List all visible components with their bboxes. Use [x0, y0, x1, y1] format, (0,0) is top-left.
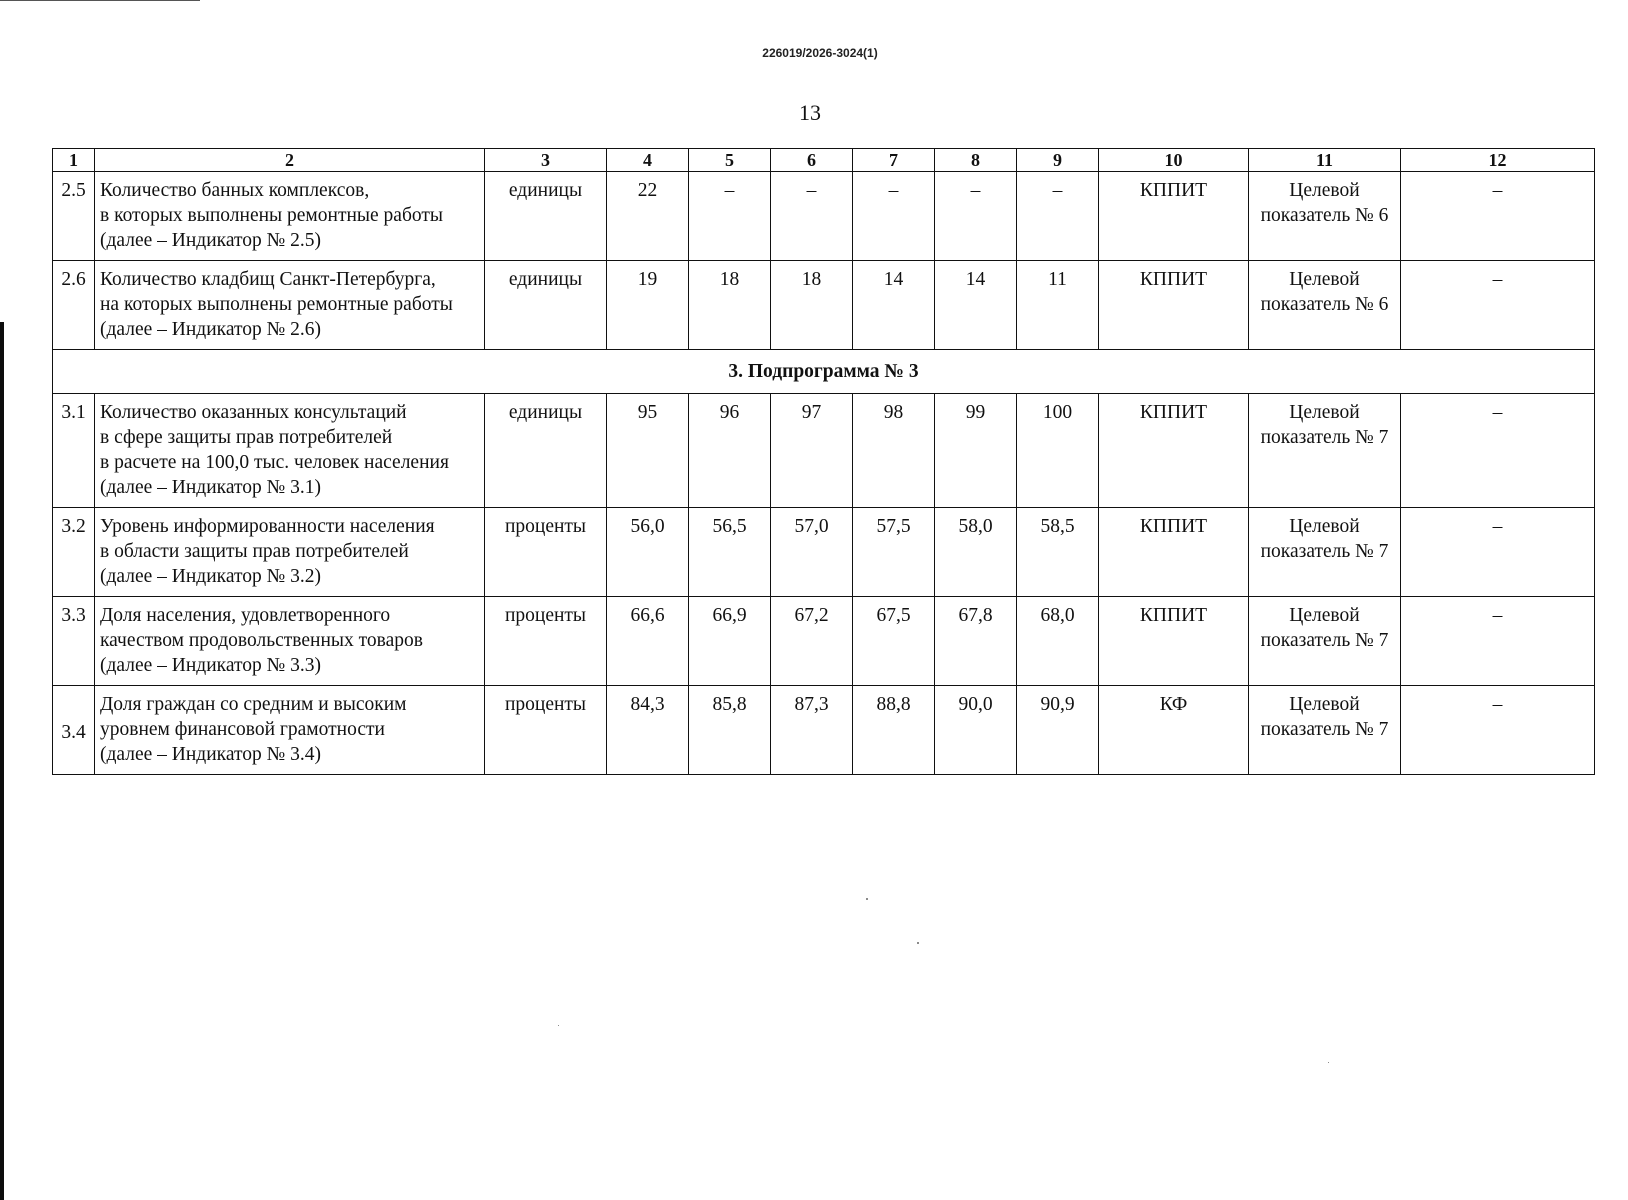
- note: –: [1401, 261, 1595, 350]
- target-indicator: Целевой показатель № 6: [1249, 172, 1401, 261]
- value-cell: 66,6: [607, 597, 689, 686]
- col-header-6: 6: [771, 149, 853, 172]
- value-cell: 22: [607, 172, 689, 261]
- page-number: 13: [799, 100, 821, 125]
- scan-speck: [917, 942, 919, 944]
- target-indicator: Целевой показатель № 7: [1249, 394, 1401, 508]
- scan-speck: [1328, 1062, 1329, 1063]
- value-cell: 99: [935, 394, 1017, 508]
- table-row: [53, 686, 1595, 775]
- value-cell: 56,5: [689, 508, 771, 597]
- value-cell: 67,5: [853, 597, 935, 686]
- value-cell: 18: [771, 261, 853, 350]
- value-cell: 67,2: [771, 597, 853, 686]
- value-cell: 98: [853, 394, 935, 508]
- value-cell: –: [689, 172, 771, 261]
- note: –: [1401, 686, 1595, 775]
- col-header-4: 4: [607, 149, 689, 172]
- col-header-10: 10: [1099, 149, 1249, 172]
- note: –: [1401, 172, 1595, 261]
- col-header-12: 12: [1401, 149, 1595, 172]
- value-cell: 67,8: [935, 597, 1017, 686]
- note: –: [1401, 508, 1595, 597]
- source: КППИТ: [1099, 508, 1249, 597]
- value-cell: 58,0: [935, 508, 1017, 597]
- indicator-name: Количество банных комплексов, в которых выполнены ремонтные работы (далее – Индикатор № 2.5): [95, 172, 485, 261]
- value-cell: 19: [607, 261, 689, 350]
- table-row: [53, 597, 1595, 686]
- unit: проценты: [485, 686, 607, 775]
- row-number: 3.3: [53, 597, 95, 686]
- value-cell: 57,5: [853, 508, 935, 597]
- col-header-9: 9: [1017, 149, 1099, 172]
- target-indicator: Целевой показатель № 6: [1249, 261, 1401, 350]
- target-indicator: Целевой показатель № 7: [1249, 597, 1401, 686]
- value-cell: 18: [689, 261, 771, 350]
- scan-top-rule: [0, 0, 200, 1]
- unit: единицы: [485, 394, 607, 508]
- indicator-name: Доля населения, удовлетворенного качеством продовольственных товаров (далее – Индикатор № 3.3): [95, 597, 485, 686]
- col-header-8: 8: [935, 149, 1017, 172]
- indicator-name: Количество кладбищ Санкт-Петербурга, на которых выполнены ремонтные работы (далее – Индикатор № 2.6): [95, 261, 485, 350]
- value-cell: 88,8: [853, 686, 935, 775]
- unit: единицы: [485, 261, 607, 350]
- column-number-row: [53, 149, 1595, 172]
- value-cell: 58,5: [1017, 508, 1099, 597]
- row-number: 3.1: [53, 394, 95, 508]
- source: КППИТ: [1099, 172, 1249, 261]
- scan-left-edge: [0, 322, 4, 1200]
- value-cell: 66,9: [689, 597, 771, 686]
- scan-speck: [866, 898, 868, 900]
- table-row: [53, 394, 1595, 508]
- value-cell: 90,9: [1017, 686, 1099, 775]
- value-cell: 96: [689, 394, 771, 508]
- value-cell: 85,8: [689, 686, 771, 775]
- value-cell: –: [771, 172, 853, 261]
- value-cell: 90,0: [935, 686, 1017, 775]
- table-row: [53, 508, 1595, 597]
- indicator-name: Доля граждан со средним и высоким уровнем финансовой грамотности (далее – Индикатор № 3.4): [95, 686, 485, 775]
- col-header-1: 1: [53, 149, 95, 172]
- section-title: 3. Подпрограмма № 3: [53, 350, 1595, 394]
- source: КППИТ: [1099, 394, 1249, 508]
- target-indicator: Целевой показатель № 7: [1249, 508, 1401, 597]
- value-cell: 56,0: [607, 508, 689, 597]
- value-cell: –: [853, 172, 935, 261]
- col-header-2: 2: [95, 149, 485, 172]
- value-cell: 11: [1017, 261, 1099, 350]
- col-header-7: 7: [853, 149, 935, 172]
- col-header-11: 11: [1249, 149, 1401, 172]
- value-cell: 95: [607, 394, 689, 508]
- row-number: 2.5: [53, 172, 95, 261]
- scan-speck: [558, 1025, 559, 1026]
- indicator-name: Уровень информированности населения в области защиты прав потребителей (далее – Индикатор № 3.2): [95, 508, 485, 597]
- col-header-3: 3: [485, 149, 607, 172]
- unit: проценты: [485, 508, 607, 597]
- table-row: [53, 172, 1595, 261]
- row-number: 2.6: [53, 261, 95, 350]
- section-header-row: [53, 350, 1595, 394]
- unit: единицы: [485, 172, 607, 261]
- indicators-table: [52, 148, 1595, 775]
- value-cell: 84,3: [607, 686, 689, 775]
- source: КППИТ: [1099, 597, 1249, 686]
- source: КППИТ: [1099, 261, 1249, 350]
- row-number: 3.4: [53, 686, 95, 775]
- value-cell: –: [935, 172, 1017, 261]
- value-cell: 100: [1017, 394, 1099, 508]
- unit: проценты: [485, 597, 607, 686]
- note: –: [1401, 394, 1595, 508]
- indicator-name: Количество оказанных консультаций в сфере защиты прав потребителей в расчете на 100,0 тыс. человек населения (далее – Индикатор № 3.1): [95, 394, 485, 508]
- value-cell: 87,3: [771, 686, 853, 775]
- note: –: [1401, 597, 1595, 686]
- row-number: 3.2: [53, 508, 95, 597]
- value-cell: 57,0: [771, 508, 853, 597]
- source: КФ: [1099, 686, 1249, 775]
- table-row: [53, 261, 1595, 350]
- col-header-5: 5: [689, 149, 771, 172]
- value-cell: 97: [771, 394, 853, 508]
- value-cell: 14: [935, 261, 1017, 350]
- value-cell: 68,0: [1017, 597, 1099, 686]
- document-code: 226019/2026-3024(1): [762, 46, 878, 60]
- value-cell: 14: [853, 261, 935, 350]
- value-cell: –: [1017, 172, 1099, 261]
- target-indicator: Целевой показатель № 7: [1249, 686, 1401, 775]
